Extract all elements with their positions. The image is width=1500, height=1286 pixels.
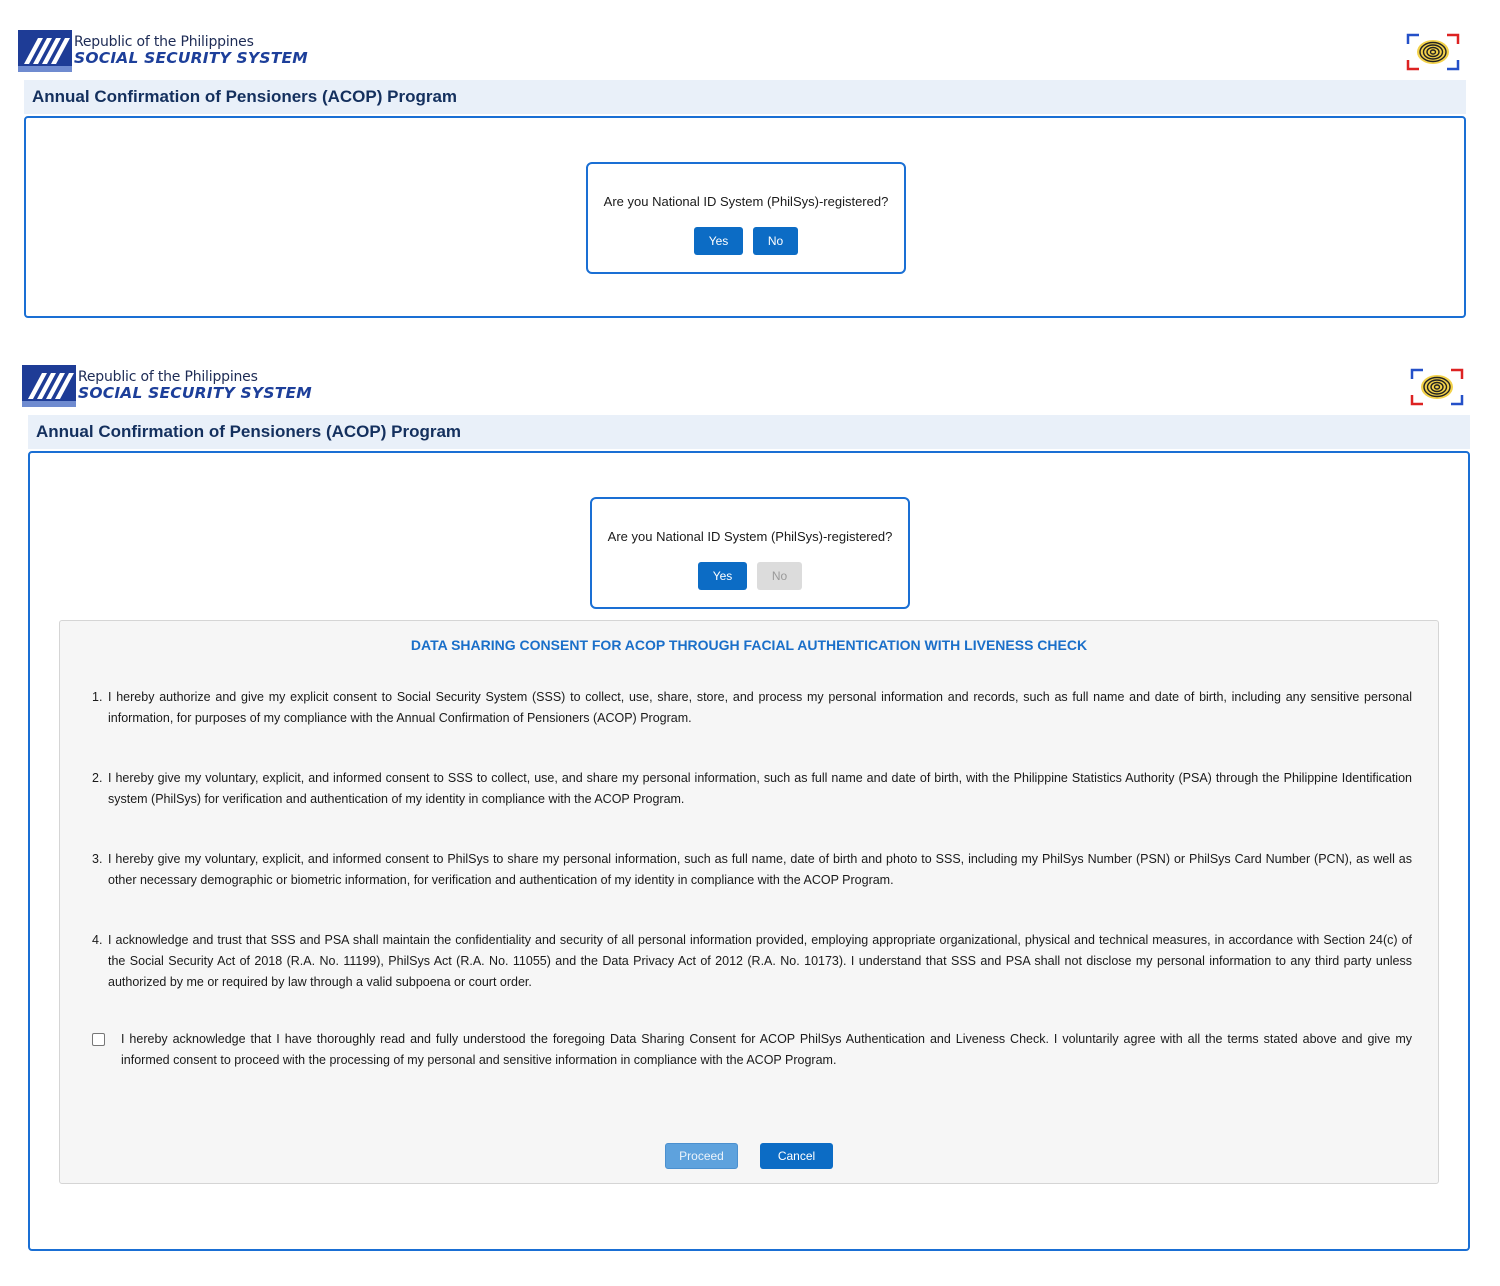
acknowledge-row xyxy=(92,1029,1412,1071)
proceed-button[interactable]: Proceed xyxy=(665,1143,738,1169)
philsys-fingerprint-icon xyxy=(1405,32,1461,72)
consent-item-text: I hereby authorize and give my explicit consent to Social Security System (SSS) to collect, use, share, store, and process my personal information and records, such as full name and date of birth, including any sensitive personal information, for purposes of my compliance with the Annual Confirmation of Pensioners (ACOP) Program. xyxy=(108,690,1412,725)
philsys-question: Are you National ID System (PhilSys)-registered? xyxy=(607,529,893,544)
page-title: Annual Confirmation of Pensioners (ACOP) Program xyxy=(32,87,458,106)
brand-country: Republic of the Philippines xyxy=(78,369,258,386)
consent-item xyxy=(90,930,1412,993)
consent-item-number: 3. xyxy=(92,852,103,866)
consent-item-text: I acknowledge and trust that SSS and PSA shall maintain the confidentiality and security of all personal information provided, employing appropriate organizational, physical and technical measures, in accordance with Section 24(c) of the Social Security Act of 2018 (R.A. No. 11199), PhilSys Act (R.A. No. 11055) and the Data Privacy Act of 2012 (R.A. No. 10173). I understand that SSS and PSA shall not disclose my personal information to any third party unless authorized by me or required by law through a valid subpoena or court order. xyxy=(108,933,1412,989)
philsys-question-card xyxy=(590,497,910,609)
sss-logo-icon xyxy=(22,365,76,407)
sss-logo-icon xyxy=(18,30,72,72)
consent-item-text: I hereby give my voluntary, explicit, and informed consent to PhilSys to share my personal information, such as full name, date of birth and photo to SSS, including my PhilSys Number (PSN) or PhilSys Card Number (PCN), as well as other necessary demographic or biometric information, for verification and authentication of my identity in compliance with the ACOP Program. xyxy=(108,852,1412,887)
brand-agency: SOCIAL SECURITY SYSTEM xyxy=(74,49,308,68)
brand-country: Republic of the Philippines xyxy=(74,34,254,51)
consent-item xyxy=(90,768,1412,810)
yes-button[interactable]: Yes xyxy=(698,562,747,590)
screen-consent xyxy=(0,335,1500,1280)
acknowledge-text: I hereby acknowledge that I have thoroughly read and fully understood the foregoing Data Sharing Consent for ACOP PhilSys Authentication and Liveness Check. I voluntarily agree with all the terms stated above and give my informed consent to proceed with the processing of my personal and sensitive information in compliance with the ACOP Program. xyxy=(121,1032,1412,1067)
consent-item-number: 4. xyxy=(92,933,103,947)
consent-item xyxy=(90,849,1412,891)
sss-brand xyxy=(18,30,308,72)
cancel-button[interactable]: Cancel xyxy=(760,1143,833,1169)
consent-item-number: 2. xyxy=(92,771,103,785)
brand-agency: SOCIAL SECURITY SYSTEM xyxy=(78,384,312,403)
sss-brand xyxy=(22,365,312,407)
no-button[interactable]: No xyxy=(753,227,798,255)
philsys-question-card xyxy=(586,162,906,274)
consent-list xyxy=(90,687,1412,1032)
acknowledge-checkbox[interactable] xyxy=(92,1033,105,1046)
screen-initial xyxy=(0,0,1500,330)
consent-item-number: 1. xyxy=(92,690,103,704)
consent-actions xyxy=(60,1143,1438,1169)
page-title-bar xyxy=(24,80,1466,114)
page-title: Annual Confirmation of Pensioners (ACOP) Program xyxy=(36,422,462,441)
philsys-fingerprint-icon xyxy=(1409,367,1465,407)
main-panel xyxy=(28,451,1470,1251)
page-title-bar xyxy=(28,415,1470,449)
consent-item xyxy=(90,687,1412,729)
yes-button[interactable]: Yes xyxy=(694,227,743,255)
no-button-disabled: No xyxy=(757,562,802,590)
philsys-question: Are you National ID System (PhilSys)-registered? xyxy=(603,194,889,209)
consent-title: DATA SHARING CONSENT FOR ACOP THROUGH FACIAL AUTHENTICATION WITH LIVENESS CHECK xyxy=(410,637,1088,653)
consent-item-text: I hereby give my voluntary, explicit, and informed consent to SSS to collect, use, and share my personal information, such as full name and date of birth, with the Philippine Statistics Authority (PSA) through the Philippine Identification system (PhilSys) for verification and authentication of my identity in compliance with the ACOP Program. xyxy=(108,771,1412,806)
data-sharing-consent-panel xyxy=(59,620,1439,1184)
main-panel xyxy=(24,116,1466,318)
